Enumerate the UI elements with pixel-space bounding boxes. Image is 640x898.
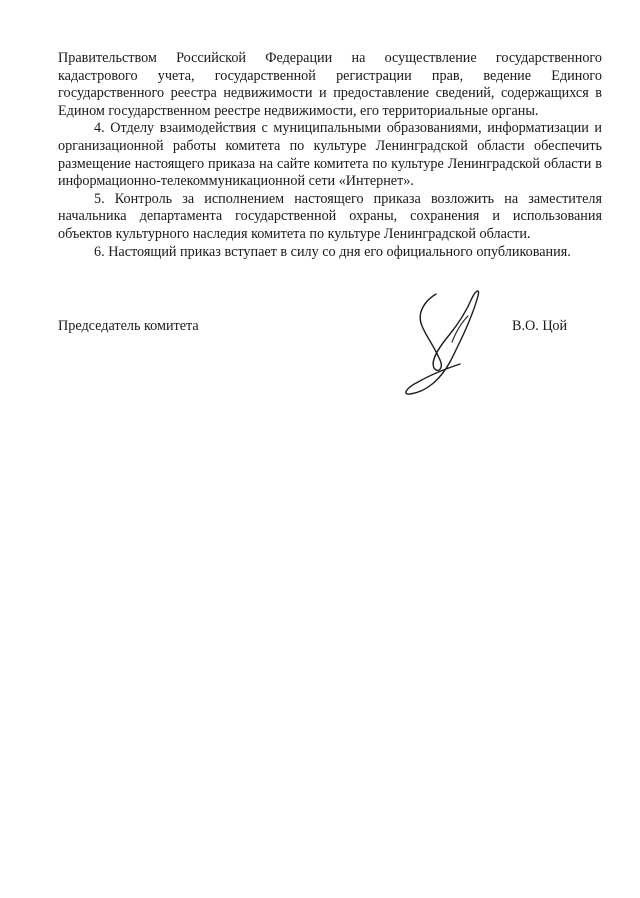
paragraph-continuation: Правительством Российской Федерации на осуществление государственного кадастрового учета, государственной регистрации прав, ведение Единого государственного реестра недвижимости и предоставление сведений, содержащихся в Едином государственном реестре недвижимости, его территориальные органы. — [58, 50, 602, 119]
handwritten-signature — [396, 282, 506, 400]
paragraph-item-4: 4. Отделу взаимодействия с муниципальными образованиями, информатизации и организационной работы комитета по культуре Ленинградской области обеспечить размещение настоящего приказа на сайте комитета по культуре Ленинградской области в информационно-телекоммуникационной сети «Интернет». — [58, 120, 602, 190]
signature-block — [58, 318, 602, 338]
signatory-name: В.О. Цой — [512, 318, 568, 334]
paragraph-item-6: 6. Настоящий приказ вступает в силу со дня его официального опубликования. — [94, 243, 571, 260]
document-body — [58, 50, 602, 261]
signatory-title: Председатель комитета — [58, 318, 199, 334]
paragraph-item-5: 5. Контроль за исполнением настоящего приказа возложить на заместителя начальника департамента государственной охраны, сохранения и использования объектов культурного наследия комитета по культуре Ленинградской области. — [58, 190, 602, 242]
